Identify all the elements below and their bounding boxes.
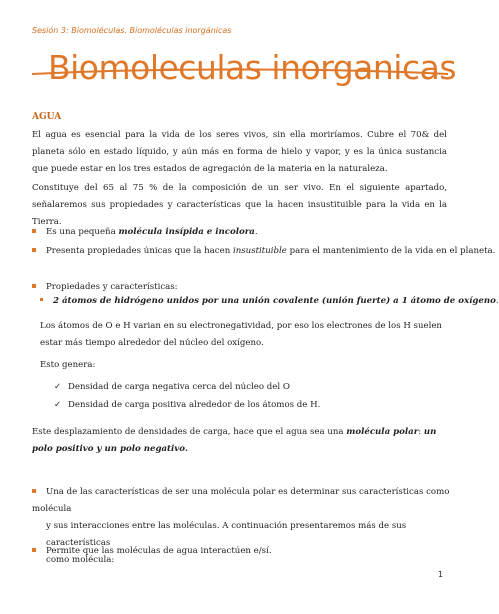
list-item: 2 átomos de hidrógeno unidos por una unión covalente (unión fuerte) a 1 átomo de oxígeno.: [40, 296, 499, 306]
checkmark-icon: ✓: [54, 382, 62, 392]
page-title: Biomoleculas inorganicas: [48, 48, 457, 87]
bullet-icon: [32, 548, 36, 552]
paragraph-composition: Constituye del 65 al 75 % de la composición de un ser vivo. En el siguiente apartado, señalaremos sus propiedades y características que la hacen insustituible para la vida en la Tierra.: [32, 183, 447, 227]
list-item: Propiedades y características:: [32, 282, 178, 292]
paragraph-generates: Esto genera:: [40, 360, 96, 370]
title-banner: [30, 48, 457, 96]
page-number: 1: [438, 570, 444, 579]
section-heading: AGUA: [32, 112, 62, 122]
checkmark-icon: ✓: [54, 400, 62, 410]
list-item: ✓ Densidad de carga negativa cerca del núcleo del O: [54, 382, 290, 392]
list-item: Permite que las moléculas de agua interactúen e/sí.: [32, 546, 272, 556]
session-header: Sesión 3: Biomoléculas. Biomoléculas inorgánicas: [32, 26, 232, 35]
paragraph-polarity: Este desplazamiento de densidades de carga, hace que el agua sea una molécula polar: un polo positivo y un polo negativo.: [32, 427, 437, 454]
bullet-icon: [32, 489, 36, 493]
list-item: Presenta propiedades únicas que la hacen insustituible para el mantenimiento de la vida en el planeta.: [32, 246, 495, 256]
paragraph-electronegativity: Los átomos de O e H varian en su electronegatividad, por eso los electrones de los H suelen estar más tiempo alrededor del núcleo del oxígeno.: [40, 321, 442, 348]
bullet-icon: [32, 284, 36, 288]
list-item: Es una pequeña molécula insípida e incolora.: [32, 227, 258, 237]
list-item: ✓ Densidad de carga positiva alrededor de los átomos de H.: [54, 400, 321, 410]
list-item: Una de las características de ser una molécula polar es determinar sus características como molécula y sus interacciones entre las moléculas. A continuación presentaremos más de sus características como molécula:: [32, 487, 450, 565]
bullet-icon: [32, 248, 36, 252]
paragraph-intro: El agua es esencial para la vida de los seres vivos, sin ella moriríamos. Cubre el 70& del planeta sólo en estado líquido, y aún más en forma de hielo y vapor, y es la única sustancia que puede estar en los tres estados de agregación de la materia en la naturaleza.: [32, 130, 447, 174]
bullet-icon: [40, 298, 43, 301]
bullet-icon: [32, 229, 36, 233]
